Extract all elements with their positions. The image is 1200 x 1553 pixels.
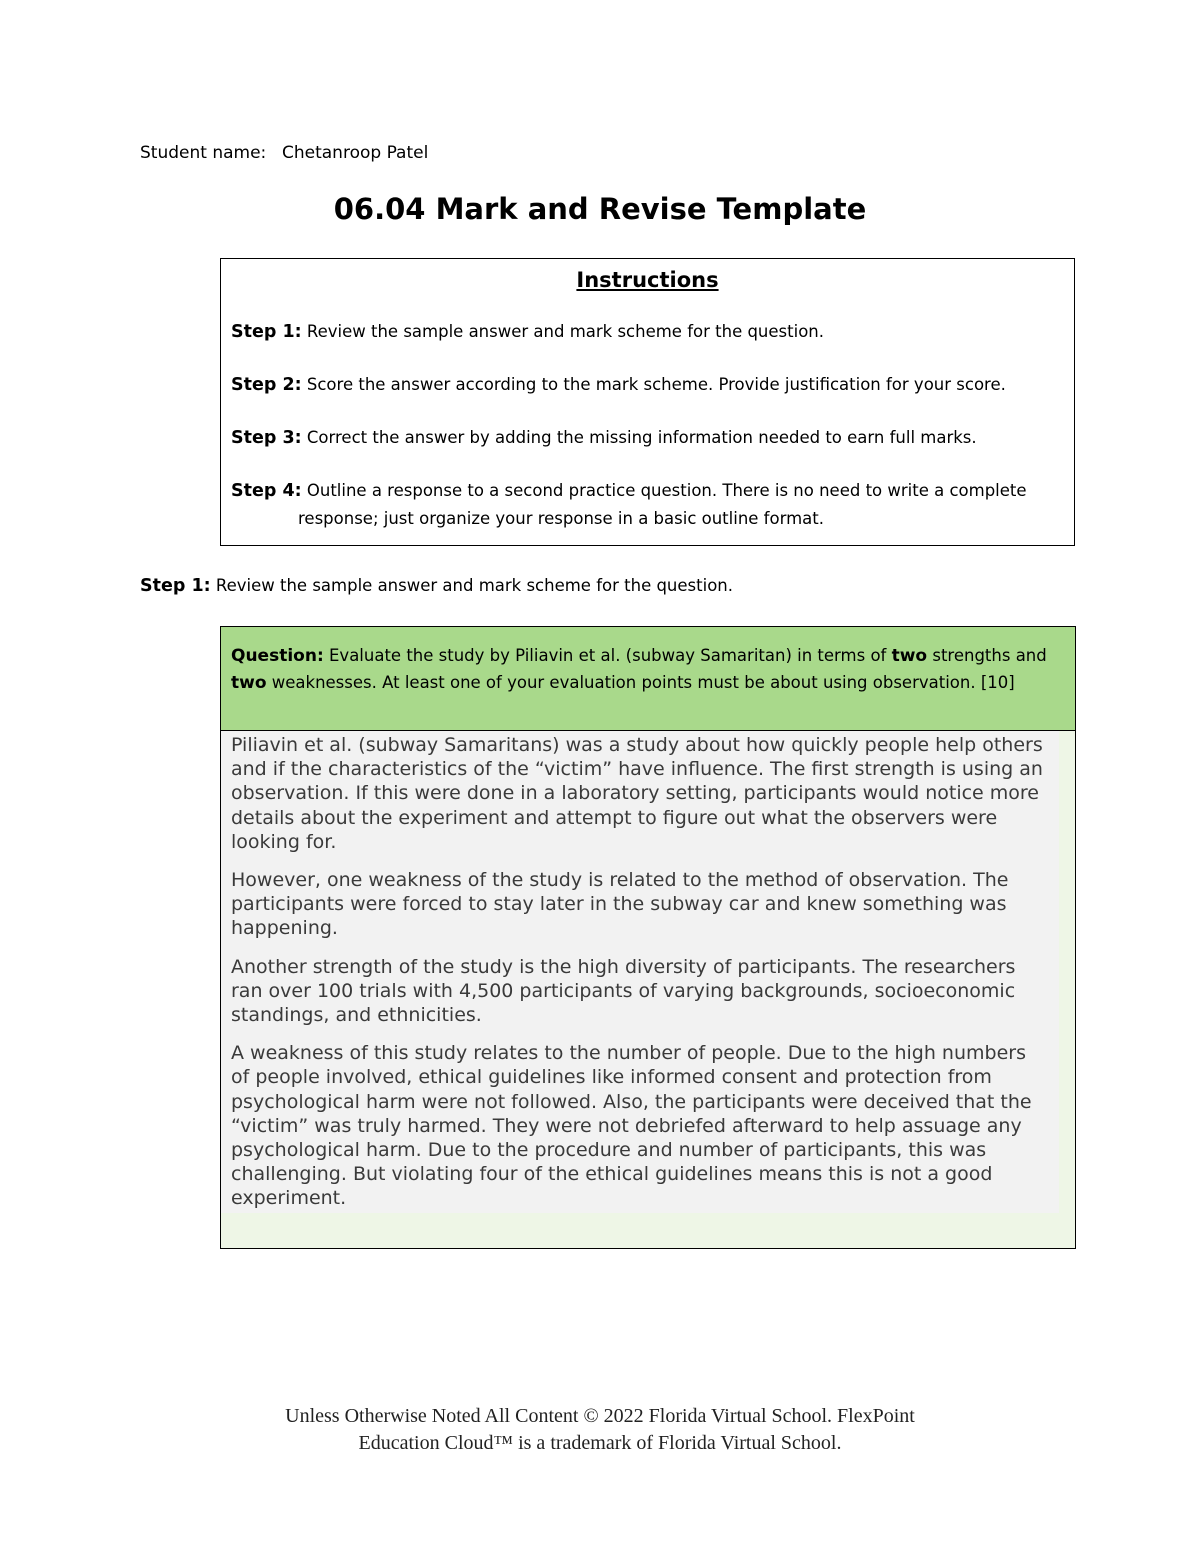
instructions-heading: Instructions — [576, 268, 719, 292]
footer-line-2: Education Cloud™ is a trademark of Florida Virtual School. — [358, 1432, 842, 1454]
instruction-step-label: Step 2: — [231, 375, 302, 395]
instruction-step-label: Step 1: — [231, 322, 302, 342]
instruction-step-2 — [231, 371, 1064, 399]
answer-paragraph: Piliavin et al. (subway Samaritans) was a study about how quickly people help others and if the characteristics of the “victim” have influence. The first strength is using an observation. If this were done in a laboratory setting, participants would notice more details about the experiment and attempt to figure out what the observers were looking for. — [231, 734, 1043, 853]
document-title: 06.04 Mark and Revise Template — [333, 192, 867, 226]
step-1-section-heading — [140, 576, 733, 596]
question-bold-two-2: two — [231, 672, 267, 693]
page-footer — [0, 1403, 1200, 1457]
footer-line-1: Unless Otherwise Noted All Content © 2022 Florida Virtual School. FlexPoint — [285, 1405, 915, 1427]
answer-paragraph: However, one weakness of the study is related to the method of observation. The participants were forced to stay later in the subway car and knew something was happening. — [231, 869, 1009, 940]
step-1-text: Review the sample answer and mark scheme for the question. — [215, 576, 733, 595]
instruction-step-text: Score the answer according to the mark scheme. Provide justification for your score. — [306, 375, 1006, 394]
instruction-step-4 — [231, 477, 1064, 532]
question-text-2: strengths and — [932, 646, 1047, 665]
instruction-step-label: Step 3: — [231, 428, 302, 448]
sample-answer[interactable] — [221, 731, 1059, 1213]
instruction-step-text: Review the sample answer and mark scheme for the question. — [306, 322, 824, 341]
instruction-step-label: Step 4: — [231, 481, 302, 501]
question-table — [220, 626, 1076, 1249]
student-name-line — [140, 143, 428, 163]
answer-paragraph: Another strength of the study is the high diversity of participants. The researchers ran over 100 trials with 4,500 participants of varying backgrounds, socioeconomic standings, and ethnicities. — [231, 955, 1016, 1027]
question-label: Question: — [231, 646, 324, 666]
instruction-step-3 — [231, 424, 1064, 452]
student-name-label: Student name: — [140, 143, 267, 163]
question-text-3: weaknesses. At least one of your evaluation points must be about using observation. [10] — [271, 672, 1015, 692]
instruction-step-text: Correct the answer by adding the missing information needed to earn full marks. — [306, 428, 977, 447]
step-1-label: Step 1: — [140, 576, 211, 596]
instruction-step-1 — [231, 318, 1064, 346]
instructions-box — [220, 258, 1075, 546]
question-header — [221, 627, 1075, 731]
instruction-step-text: Outline a response to a second practice question. There is no need to write a complete response; just organize your response in a basic outline format. — [298, 481, 1027, 528]
student-name-value: Chetanroop Patel — [282, 143, 429, 163]
question-bold-two-1: two — [891, 646, 928, 666]
answer-paragraph: A weakness of this study relates to the number of people. Due to the high numbers of people involved, ethical guidelines like informed consent and protection from psychological harm were not followed. Also, the participants were deceived that the “victim” was truly harmed. They were not debriefed afterward to help assuage any psychological harm. Due to the procedure and number of participants, this was challenging. But violating four of the ethical guidelines means this is not a good experiment. — [231, 1042, 1032, 1210]
question-text-1: Evaluate the study by Piliavin et al. (subway Samaritan) in terms of — [329, 646, 887, 665]
